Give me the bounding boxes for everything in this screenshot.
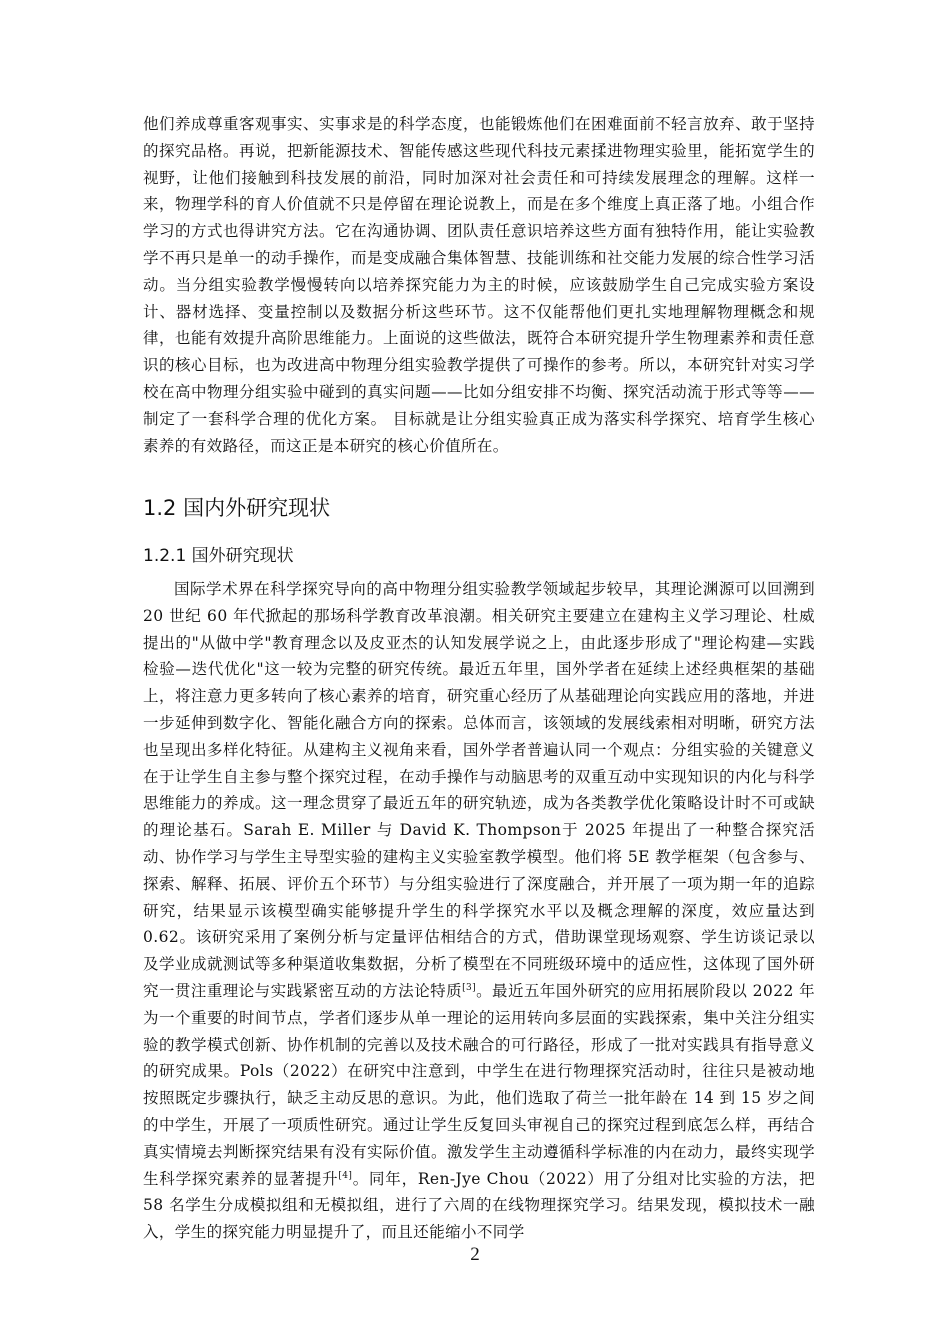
paragraph-text: 。最近五年国外研究的应用拓展阶段以 2022 年为一个重要的时间节点，学者们逐步从单一理论的运用转向多层面的实践探索，集中关注分组实验的教学模式创新、协作机制的完善以及技术融合的可行路径，形成了一批对实践具有指导意义的研究成果。Pols（2022）在研究中注意到，中学生在进行物理探究活动时，往往只是被动地按照既定步骤执行，缺乏主动反思的意识。为此，他们选取了荷兰一批年龄在 14 到 15 岁之间的中学生，开展了一项质性研究。通过让学生反复回头审视自己的探究过程到底怎么样，再结合真实情境去判断探究结果有没有实际价值。激发学生主动遵循科学标准的内在动力，最终实现学生科学探究素养的显著提升 [143, 981, 815, 1188]
paragraph-text: 国际学术界在科学探究导向的高中物理分组实验教学领域起步较早，其理论渊源可以回溯到 20 世纪 60 年代掀起的那场科学教育改革浪潮。相关研究主要建立在建构主义学习理论、杜威提出的"从做中学"教育理念以及皮亚杰的认知发展学说之上，由此逐步形成了"理论构建—实践检验—迭代优化"这一较为完整的研究传统。最近五年里，国外学者在延续上述经典框架的基础上，将注意力更多转向了核心素养的培育，研究重心经历了从基础理论向实践应用的落地，并进一步延伸到数字化、智能化融合方向的探索。总体而言，该领域的发展线索相对明晰，研究方法也呈现出多样化特征。从建构主义视角来看，国外学者普遍认同一个观点：分组实验的关键意义在于让学生自主参与整个探究过程，在动手操作与动脑思考的双重互动中实现知识的内化与科学思维能力的养成。这一理念贯穿了最近五年的研究轨迹，成为各类教学优化策略设计时不可或缺的理论基石。Sarah E. Miller 与 David K. Thompson于 2025 年提出了一种整合探究活动、协作学习与学生主导型实验的建构主义实验室教学模型。他们将 5E 教学框架（包含参与、探索、解释、拓展、评价五个环节）与分组实验进行了深度融合，并开展了一项为期一年的追踪研究，结果显示该模型确实能够提升学生的科学探究水平以及概念理解的深度，效应量达到 0.62。该研究采用了案例分析与定量评估相结合的方式，借助课堂现场观察、学生访谈记录以及学业成就测试等多种渠道收集数据，分析了模型在不同班级环境中的适应性，这体现了国外研究一贯注重理论与实践紧密互动的方法论特质 [143, 580, 815, 1000]
citation-3: [3] [462, 982, 477, 993]
paragraph-text: 。同年，Ren-Jye Chou（2022）用了分组对比实验的方法，把 58 名学生分成模拟组和无模拟组，进行了六周的在线物理探究学习。结果发现，模拟技术一融入，学生的探究能力明显提升了，而且还能缩小不同学 [143, 1169, 815, 1242]
body-paragraph-continued: 他们养成尊重客观事实、实事求是的科学态度，也能锻炼他们在困难面前不轻言放弃、敢于坚持的探究品格。再说，把新能源技术、智能传感这些现代科技元素揉进物理实验里，能拓宽学生的视野，让他们接触到科技发展的前沿，同时加深对社会责任和可持续发展理念的理解。这样一来，物理学科的育人价值就不只是停留在理论说教上，而是在多个维度上真正落了地。小组合作学习的方式也得讲究方法。它在沟通协调、团队责任意识培养这些方面有独特作用，能让实验教学不再只是单一的动手操作，而是变成融合集体智慧、技能训练和社交能力发展的综合性学习活动。当分组实验教学慢慢转向以培养探究能力为主的时候，应该鼓励学生自己完成实验方案设计、器材选择、变量控制以及数据分析这些环节。这不仅能帮他们更扎实地理解物理概念和规律，也能有效提升高阶思维能力。上面说的这些做法，既符合本研究提升学生物理素养和责任意识的核心目标，也为改进高中物理分组实验教学提供了可操作的参考。所以，本研究针对实习学校在高中物理分组实验中碰到的真实问题——比如分组安排不均衡、探究活动流于形式等等——制定了一套科学合理的优化方案。 目标就是让分组实验真正成为落实科学探究、培育学生核心素养的有效路径，而这正是本研究的核心价值所在。 [143, 115, 815, 455]
section-heading: 1.2 国内外研究现状 [143, 496, 331, 520]
subsection-heading: 1.2.1 国外研究现状 [143, 546, 294, 566]
citation-4: [4] [338, 1170, 353, 1181]
page-number: 2 [470, 1244, 480, 1265]
body-paragraph-foreign-research [143, 576, 815, 1246]
